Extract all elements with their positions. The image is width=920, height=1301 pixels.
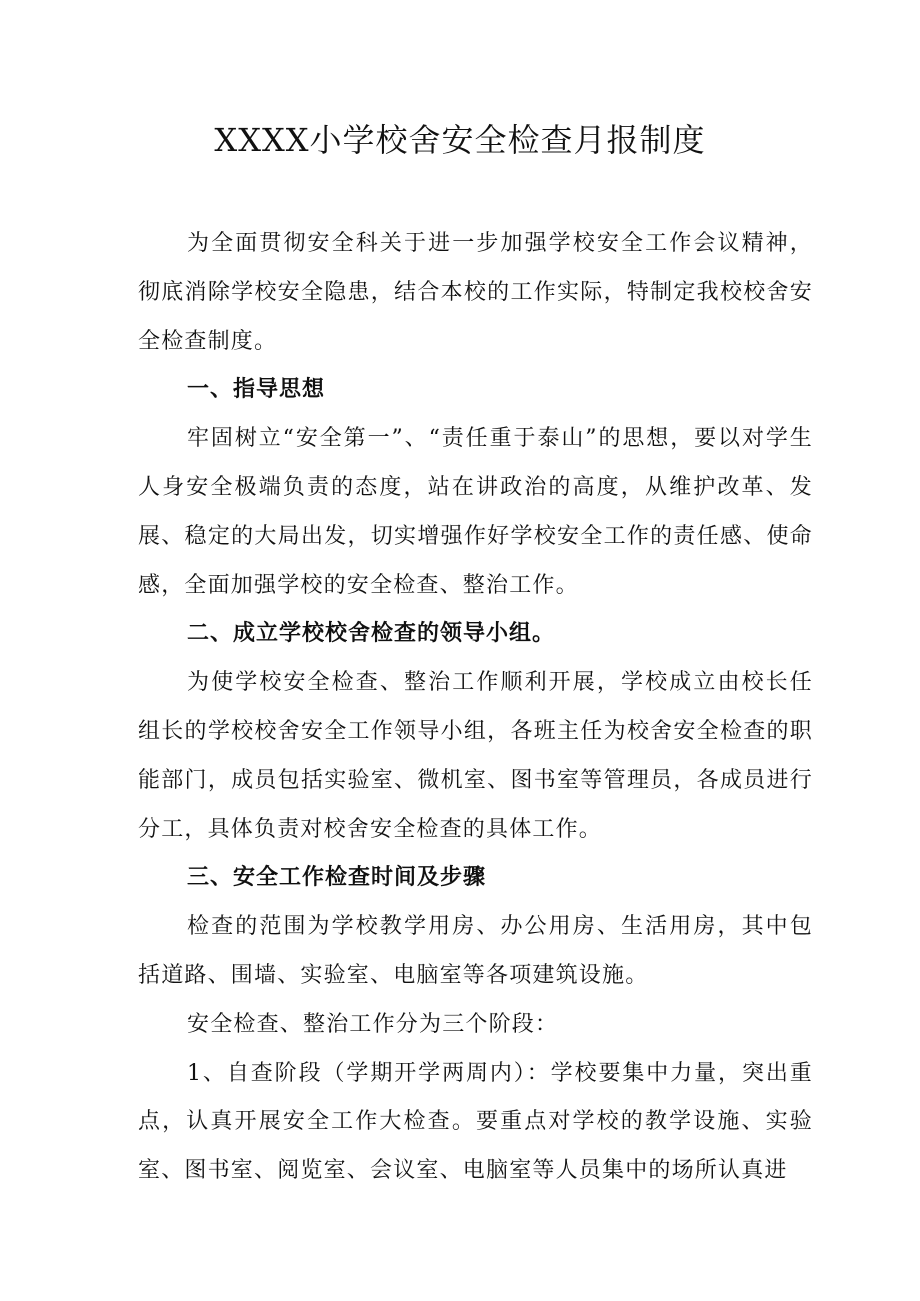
section-heading-inspection-steps: 三、安全工作检查时间及步骤 [187, 865, 487, 891]
document-body [138, 220, 813, 1196]
section-paragraph-guiding-ideology: 牢固树立“安全第一”、“责任重于泰山”的思想，要以对学生人身安全极端负责的态度，站在讲政治的高度，从维护改革、发展、稳定的大局出发，切实增强作好学校安全工作的责任感、使命感，全面加强学校的安全检查、整治工作。 [138, 426, 813, 598]
section-heading-leadership-group: 二、成立学校校舍检查的领导小组。 [187, 621, 556, 647]
intro-paragraph: 为全面贯彻安全科关于进一步加强学校安全工作会议精神，彻底消除学校安全隐患，结合本校的工作实际，特制定我校校舍安全检查制度。 [138, 231, 813, 354]
section-paragraph-leadership-group: 为使学校安全检查、整治工作顺利开展，学校成立由校长任组长的学校校舍安全工作领导小组，各班主任为校舍安全检查的职能部门，成员包括实验室、微机室、图书室等管理员，各成员进行分工，具体负责对校舍安全检查的具体工作。 [138, 670, 813, 842]
section-paragraph-stages: 安全检查、整治工作分为三个阶段： [187, 1011, 559, 1037]
section-paragraph-inspection-scope: 检查的范围为学校教学用房、办公用房、生活用房，其中包括道路、围墙、实验室、电脑室等各项建筑设施。 [138, 914, 813, 988]
document-title: XXXX小学校舍安全检查月报制度 [214, 121, 706, 159]
section-paragraph-self-check-stage: 1、自查阶段（学期开学两周内）：学校要集中力量，突出重点，认真开展安全工作大检查。要重点对学校的教学设施、实验室、图书室、阅览室、会议室、电脑室等人员集中的场所认真进 [138, 1060, 813, 1184]
section-heading-guiding-ideology: 一、指导思想 [187, 377, 326, 403]
